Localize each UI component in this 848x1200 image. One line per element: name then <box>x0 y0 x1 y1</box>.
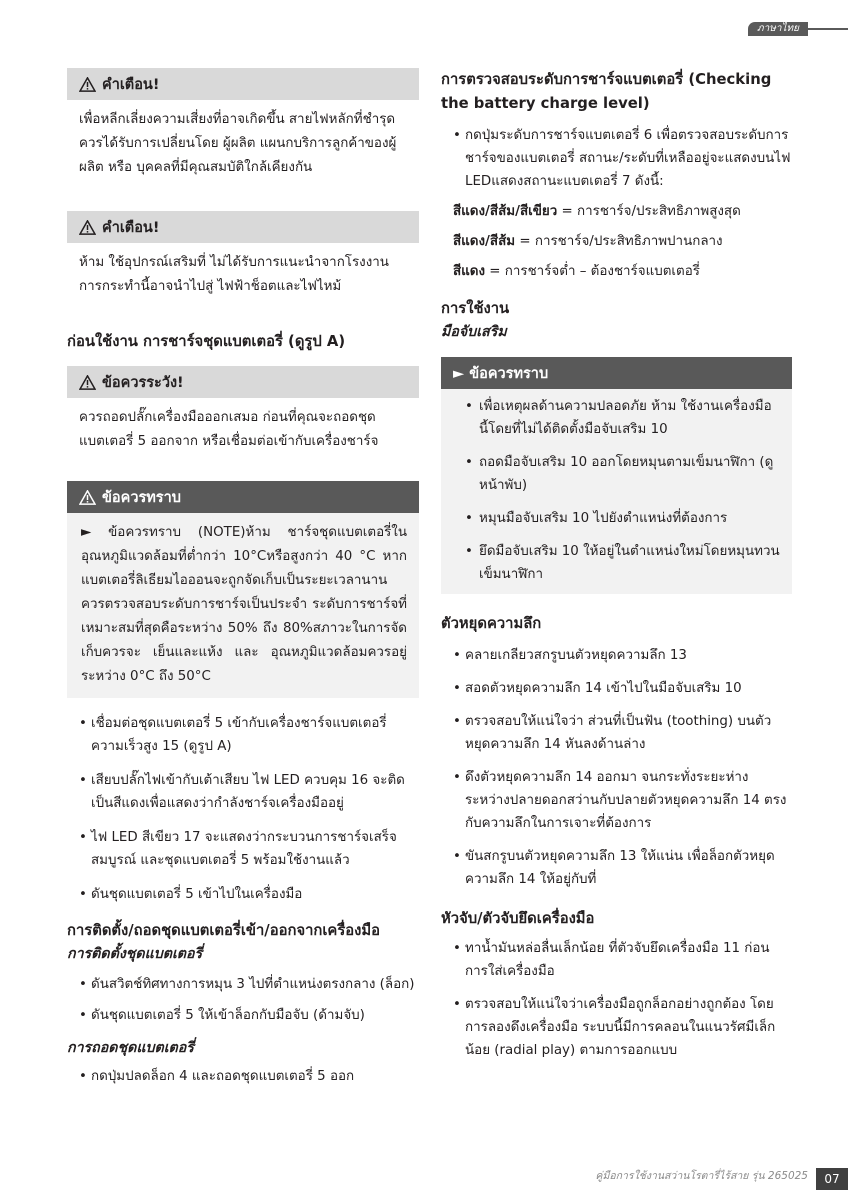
list-item: • ทาน้ำมันหล่อลื่นเล็กน้อย ที่ตัวจับยึดเครื่องมือ 11 ก่อนการใส่เครื่องมือ <box>441 937 792 983</box>
warning-box-1 <box>67 68 419 189</box>
list-item: • ไฟ LED สีเขียว 17 จะแสดงว่ากระบวนการชาร์จเสร็จสมบูรณ์ และชุดแบตเตอรี่ 5 พร้อมใช้งานแล้ว <box>67 826 419 872</box>
subheading-aux-handle: มือจับเสริม <box>441 324 507 340</box>
list-item: • เชื่อมต่อชุดแบตเตอรี่ 5 เข้ากับเครื่องชาร์จแบตเตอรี่ความเร็วสูง 15 (ดูรูป A) <box>67 712 419 758</box>
section-heading-check: การตรวจสอบระดับการชาร์จแบตเตอรี่ (Checking the battery charge level) <box>441 71 772 112</box>
list-item: • ตรวจสอบให้แน่ใจว่าเครื่องมือถูกล็อกอย่างถูกต้อง โดยการลองดึงเครื่องมือ ระบบนี้มีการคลอนในแนวรัศมีเล็กน้อย (radial play) ตามการออกแบบ <box>441 993 792 1062</box>
left-column <box>67 68 419 1088</box>
list-item: • สอดตัวหยุดความลึก 14 เข้าไปในมือจับเสริม 10 <box>441 677 792 700</box>
right-note-box <box>441 357 792 594</box>
note-box <box>67 481 419 698</box>
warning-title: คำเตือน! <box>102 76 160 93</box>
warning-box-2 <box>67 211 419 308</box>
install-steps-list <box>67 973 419 1027</box>
right-column <box>441 68 792 1062</box>
legend-row <box>441 201 792 223</box>
legend-value: = การชาร์จต่ำ – ต้องชาร์จแบตเตอรี่ <box>485 264 700 279</box>
warning-triangle-icon <box>79 490 96 505</box>
note-header <box>67 481 419 513</box>
chuck-steps-list <box>441 937 792 1062</box>
legend-key: สีแดง <box>453 264 486 279</box>
list-item: • กดปุ่มระดับการชาร์จแบตเตอรี่ 6 เพื่อตรวจสอบระดับการชาร์จของแบตเตอรี่ สถานะ/ระดับที่เหลืออยู่จะแสดงบนไฟ LEDแสดงสถานะแบตเตอรี่ 7 ดังนี้: <box>441 124 792 193</box>
check-steps-list <box>441 124 792 193</box>
list-item: • ดึงตัวหยุดความลึก 14 ออกมา จนกระทั่งระยะห่างระหว่างปลายดอกสว่านกับปลายตัวหยุดความลึก 14 ตรงกับความลึกในการเจาะที่ต้องการ <box>441 766 792 835</box>
subheading-install: การติดตั้งชุดแบตเตอรี่ <box>67 946 203 962</box>
list-item: • ดันชุดแบตเตอรี่ 5 เข้าไปในเครื่องมือ <box>67 883 419 906</box>
footer-manual-title: คู่มือการใช้งานสว่านโรตารี่ไร้สาย รุ่น 265025 <box>595 1170 808 1182</box>
list-item: • ขันสกรูบนตัวหยุดความลึก 13 ให้แน่น เพื่อล็อกตัวหยุดความลึก 14 ให้อยู่กับที่ <box>441 845 792 891</box>
section-heading-depth-stop: ตัวหยุดความลึก <box>441 615 542 632</box>
note-title: ► ข้อควรทราบ <box>453 365 549 382</box>
list-item: • ตรวจสอบให้แน่ใจว่า ส่วนที่เป็นฟัน (toothing) บนตัวหยุดความลึก 14 หันลงด้านล่าง <box>441 710 792 756</box>
list-item: • ดันชุดแบตเตอรี่ 5 ให้เข้าล็อกกับมือจับ (ด้ามจับ) <box>67 1004 419 1027</box>
depth-steps-list <box>441 644 792 891</box>
note-body <box>441 389 792 594</box>
list-item: • กดปุ่มปลดล็อก 4 และถอดชุดแบตเตอรี่ 5 ออก <box>67 1065 419 1088</box>
warning-title: คำเตือน! <box>102 219 160 236</box>
remove-steps-list <box>67 1065 419 1088</box>
warning-triangle-icon <box>79 77 96 92</box>
caution-body: ควรถอดปลั๊กเครื่องมือออกเสมอ ก่อนที่คุณจะถอดชุดแบตเตอรี่ 5 ออกจาก หรือเชื่อมต่อเข้ากับเครื่องชาร์จ <box>67 398 419 463</box>
legend-value: = การชาร์จ/ประสิทธิภาพปานกลาง <box>515 234 723 249</box>
page-number: 07 <box>816 1168 848 1190</box>
warning-header <box>67 211 419 243</box>
charge-steps-list <box>67 712 419 906</box>
header-rule <box>808 28 848 30</box>
note-items <box>453 395 780 586</box>
legend-row <box>441 231 792 253</box>
note-header <box>441 357 792 389</box>
legend-value: = การชาร์จ/ประสิทธิภาพสูงสุด <box>557 204 741 219</box>
list-item: • หมุนมือจับเสริม 10 ไปยังตำแหน่งที่ต้องการ <box>453 507 780 530</box>
warning-header <box>67 68 419 100</box>
list-item: • เสียบปลั๊กไฟเข้ากับเต้าเสียบ ไฟ LED ควบคุม 16 จะติดเป็นสีแดงเพื่อแสดงว่ากำลังชาร์จเครื่องมืออยู่ <box>67 769 419 815</box>
warning-triangle-icon <box>79 375 96 390</box>
warning-body: ห้าม ใช้อุปกรณ์เสริมที่ ไม่ได้รับการแนะนำจากโรงงาน การกระทำนี้อาจนำไปสู่ ไฟฟ้าช็อตและไฟไหม้ <box>67 243 419 308</box>
legend-row <box>441 261 792 283</box>
legend-key: สีแดง/สีส้ม/สีเขียว <box>453 204 558 219</box>
list-item: • เพื่อเหตุผลด้านความปลอดภัย ห้าม ใช้งานเครื่องมือนี้โดยที่ไม่ได้ติดตั้งมือจับเสริม 10 <box>453 395 780 441</box>
legend-key: สีแดง/สีส้ม <box>453 234 516 249</box>
list-item: • ยึดมือจับเสริม 10 ให้อยู่ในตำแหน่งใหม่โดยหมุนทวนเข็มนาฬิกา <box>453 540 780 586</box>
subheading-remove: การถอดชุดแบตเตอรี่ <box>67 1040 194 1056</box>
warning-triangle-icon <box>79 220 96 235</box>
caution-title: ข้อควรระวัง! <box>102 374 184 391</box>
caution-header <box>67 366 419 398</box>
note-body: ► ข้อควรทราบ (NOTE)ห้าม ชาร์จชุดแบตเตอรี่ใน อุณหภูมิแวดล้อมที่ต่ำกว่า 10°Cหรือสูงกว่า 40 °C หากแบตเตอรี่ลิเธียมไอออนจะถูกจัดเก็บเป็นระยะเวลานาน ควรตรวจสอบระดับการชาร์จเป็นประจำ ระดับการชาร์จที่เหมาะสมที่สุดคือระหว่าง 50% ถึง 80%สภาวะในการจัดเก็บควรจะ เย็นและแห้ง และ อุณหภูมิแวดล้อมควรอยู่ระหว่าง 0°C ถึง 50°C <box>67 513 419 698</box>
section-heading-install: การติดตั้ง/ถอดชุดแบตเตอรี่เข้า/ออกจากเครื่องมือ <box>67 922 381 939</box>
note-title: ข้อควรทราบ <box>102 489 181 506</box>
section-heading-use: การใช้งาน <box>441 300 510 317</box>
warning-body: เพื่อหลีกเลี่ยงความเสี่ยงที่อาจเกิดขึ้น สายไฟหลักที่ชำรุดควรได้รับการเปลี่ยนโดย ผู้ผลิต แผนกบริการลูกค้าของผู้ผลิต หรือ บุคคลที่มีคุณสมบัติใกล้เคียงกัน <box>67 100 419 189</box>
caution-box <box>67 366 419 463</box>
section-heading-before-use: ก่อนใช้งาน การชาร์จชุดแบตเตอรี่ (ดูรูป A) <box>67 333 346 350</box>
list-item: • คลายเกลียวสกรูบนตัวหยุดความลึก 13 <box>441 644 792 667</box>
list-item: • ถอดมือจับเสริม 10 ออกโดยหมุนตามเข็มนาฬิกา (ดูหน้าพับ) <box>453 451 780 497</box>
list-item: • ดันสวิตช์ทิศทางการหมุน 3 ไปที่ตำแหน่งตรงกลาง (ล็อก) <box>67 973 419 996</box>
section-heading-chuck: หัวจับ/ตัวจับยึดเครื่องมือ <box>441 910 595 927</box>
language-tab: ภาษาไทย <box>748 22 808 36</box>
